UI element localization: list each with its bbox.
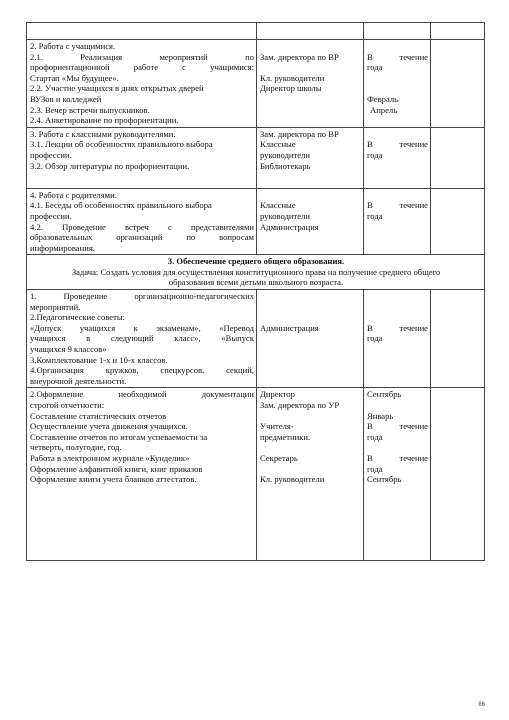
text-line: профессии. — [30, 149, 72, 160]
text-line: В течение — [367, 452, 428, 463]
text-line: 2.1. Реализация мероприятий по — [30, 51, 254, 62]
text-line: профориентационной работе с учащимися: — [30, 62, 254, 73]
note-cell — [431, 188, 485, 255]
text-line: Апрель — [370, 104, 398, 115]
text-line: В течение — [367, 139, 428, 150]
responsible-cell — [257, 40, 364, 128]
text-line: учащихся 9 классов» — [30, 344, 107, 355]
text-line: Составление отчетов по итогам успеваемости за — [30, 431, 208, 442]
table-row-docs — [27, 388, 485, 561]
text-line: В течение — [367, 322, 428, 333]
activity-cell — [27, 388, 257, 561]
text-line: 3.Комплектование 1-х и 10-х классов. — [30, 354, 168, 365]
text-line: профессии. — [30, 210, 72, 221]
text-line: Оформление алфавитной книги, книг приказов — [30, 463, 203, 474]
responsible-cell — [257, 127, 364, 188]
text-line: Классные — [260, 139, 296, 150]
text-line: Кл. руководители — [260, 474, 325, 485]
text-line: 2.4. Анкетирование по профориентации. — [30, 115, 179, 126]
text-line: 4. Работа с родителями. — [30, 189, 117, 200]
note-cell — [431, 388, 485, 561]
text-line: Администрация — [260, 322, 319, 333]
text-line: года — [367, 463, 383, 474]
text-line: Февраль — [367, 93, 399, 104]
section-heading-cell — [27, 255, 485, 290]
responsible-cell — [257, 188, 364, 255]
text-line: года — [367, 333, 383, 344]
text-line: Секретарь — [260, 452, 298, 463]
text-line: В течение — [367, 51, 428, 62]
table-cell — [431, 23, 485, 40]
text-line: года — [367, 431, 383, 442]
text-line: внеурочной деятельности. — [30, 375, 127, 386]
text-line: информирования. — [30, 242, 95, 253]
text-line: года — [367, 149, 383, 160]
text-line: 3. Работа с классными руководителями. — [30, 128, 176, 139]
deadline-cell — [364, 127, 431, 188]
text-line: Директор школы — [260, 83, 322, 94]
text-line: 2.Педагогические советы: — [30, 312, 126, 323]
activity-cell — [27, 290, 257, 388]
table-row-parents — [27, 188, 485, 255]
table-row-students — [27, 40, 485, 128]
text-line: 2.3. Вечер встречи выпускников. — [30, 104, 150, 115]
deadline-cell — [364, 188, 431, 255]
text-line: Кл. руководители — [260, 72, 325, 83]
deadline-cell — [364, 40, 431, 128]
text-line: Стартап «Мы будущее». — [30, 72, 119, 83]
text-line: предметники. — [260, 431, 311, 442]
note-cell — [431, 290, 485, 388]
note-cell — [431, 127, 485, 188]
text-line: Библиотекарь — [260, 160, 311, 171]
text-line: Администрация — [260, 221, 319, 232]
text-line: 1. Проведение организационно-педагогических — [30, 291, 254, 302]
deadline-cell — [364, 290, 431, 388]
section-heading-row — [27, 255, 485, 290]
deadline-cell — [364, 388, 431, 561]
activity-cell — [27, 127, 257, 188]
responsible-cell — [257, 290, 364, 388]
work-plan-table — [26, 22, 485, 561]
text-line: 4.1. Беседы об особенностях правильного выбора — [30, 200, 212, 211]
text-line: руководители — [260, 210, 310, 221]
text-line: 2.Оформление необходимой документации — [30, 389, 254, 400]
text-line: 3.1. Лекции об особенностях правильного выбора — [30, 139, 213, 150]
text-line: Сентябрь — [367, 474, 402, 485]
section-task: Задача: Создать условия для осуществления конституционного права на получение среднего общего — [71, 266, 441, 277]
text-line: Зам. директора по ВР — [260, 128, 339, 139]
text-line: года — [367, 210, 383, 221]
text-line: руководители — [260, 149, 310, 160]
text-line: четверть, полугодие, год. — [30, 442, 122, 453]
text-line: строгой отчетности: — [30, 400, 105, 410]
text-line: 4.Организация кружков, спецкурсов, секций, — [30, 365, 254, 376]
table-cell — [257, 23, 364, 40]
text-line: Зам. директора по ВР — [260, 51, 339, 62]
note-cell — [431, 40, 485, 128]
table-row-org — [27, 290, 485, 388]
text-line: «Допуск учащихся к экзаменам», «Перевод — [30, 322, 254, 333]
page-number: 86 — [478, 702, 485, 708]
table-cell — [27, 23, 257, 40]
text-line: Учителя- — [260, 421, 294, 432]
responsible-cell — [257, 388, 364, 561]
text-line: 2. Работа с учащимися. — [30, 41, 116, 51]
text-line: мероприятий. — [30, 301, 81, 312]
text-line: Январь — [367, 410, 394, 421]
text-line: 2.2. Участие учащихся в днях открытых дверей — [30, 83, 204, 94]
text-line: Осуществление учета движения учащихся. — [30, 421, 188, 432]
text-line: 3.2. Обзор литературы по профориентации. — [30, 160, 190, 171]
text-line: Работа в электронном журнале «Кунделик» — [30, 452, 190, 463]
activity-cell — [27, 188, 257, 255]
text-line: Составление статистических отчетов — [30, 410, 167, 421]
activity-cell — [27, 40, 257, 128]
document-page — [26, 22, 484, 561]
text-line: Директор — [260, 389, 295, 400]
table-row-top — [27, 23, 485, 40]
text-line: учащихся в следующий класс», «Выпуск — [30, 333, 254, 344]
text-line: года — [367, 62, 383, 73]
table-row-teachers — [27, 127, 485, 188]
text-line: В течение — [367, 421, 428, 432]
text-line: образовательных организаций по вопросам — [30, 232, 254, 243]
text-line: Классные — [260, 200, 296, 211]
section-title: 3. Обеспечение среднего общего образования. — [167, 256, 345, 267]
section-task: образования всеми детьми школьного возраста. — [168, 277, 344, 288]
text-line: В течение — [367, 200, 428, 211]
text-line: Оформление книги учета бланков аттестатов. — [30, 474, 197, 485]
text-line: Зам. директора по УР — [260, 400, 340, 410]
text-line: 4.2. Проведение встреч с представителями — [30, 221, 254, 232]
text-line: ВУЗов и колледжей — [30, 93, 102, 104]
table-cell — [364, 23, 431, 40]
text-line: Сентябрь — [367, 389, 402, 400]
